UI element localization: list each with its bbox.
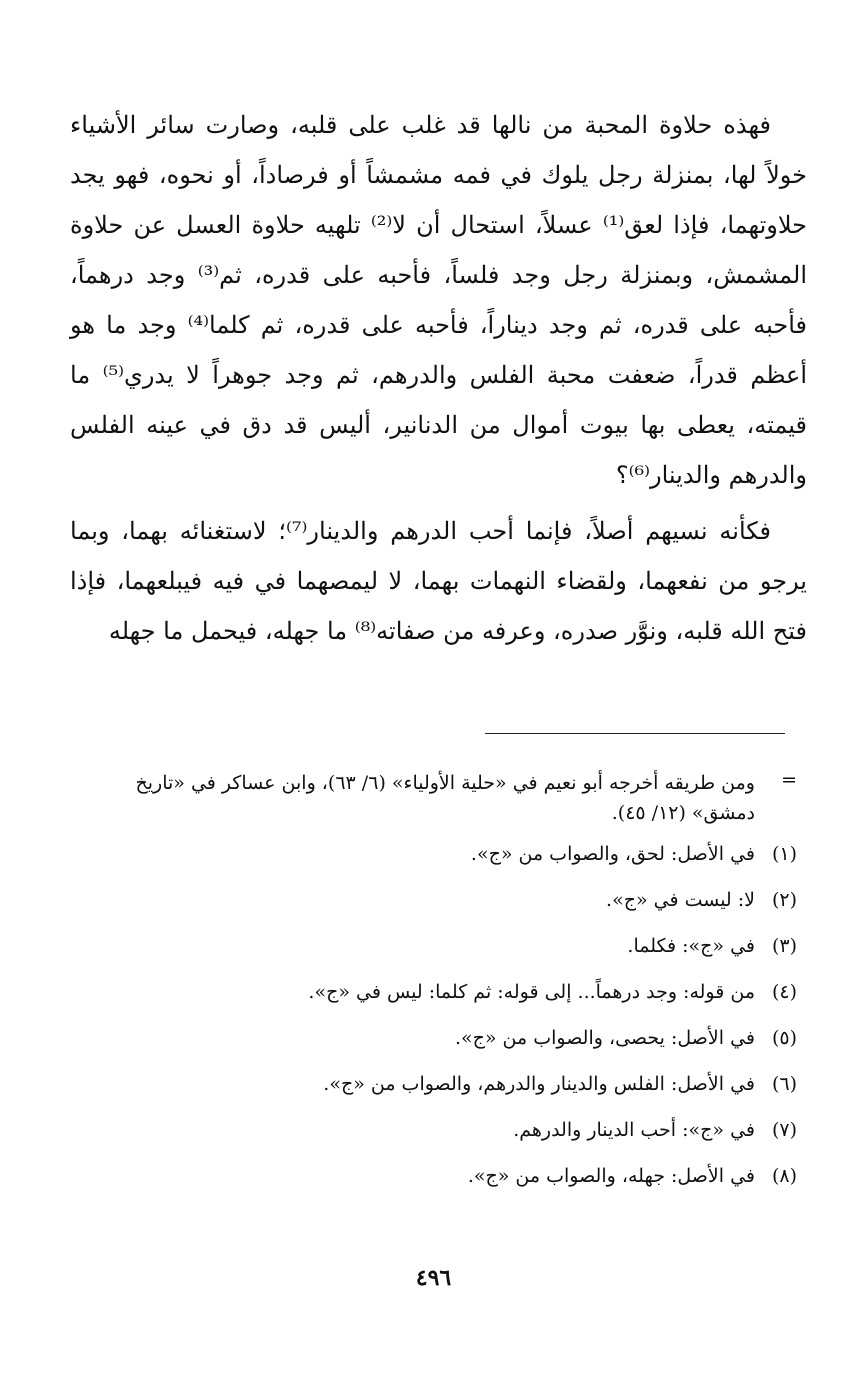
continuation-text: ومن طريقه أخرجه أبو نعيم في «حلية الأولياء» (٦/ ٦٣)، وابن عساكر في «تاريخ دمشق» (١٢/ ٤٥). — [135, 772, 755, 824]
footnote-5 — [70, 1026, 797, 1050]
footnote-8 — [70, 1164, 797, 1188]
paragraph-2: فكأنه نسيهم أصلاً، فإنما أحب الدرهم والدينار⁽⁷⁾؛ لاستغنائه بهما، وبما يرجو من نفعهما، ولقضاء النهمات بهما، لا ليمصهما في فيه فيبلعهما، فإذا فتح الله قلبه، ونوَّر صدره، وعرفه من صفاته⁽⁸⁾ ما جهله، فيحمل ما جهله — [70, 517, 807, 645]
footnote-number: (٢) — [771, 889, 797, 911]
footnotes — [70, 768, 797, 1210]
footnote-text: لا: ليست في «ج». — [606, 889, 755, 911]
footnote-4 — [70, 980, 797, 1004]
footnote-number: (٤) — [771, 981, 797, 1003]
footnote-separator — [485, 733, 785, 734]
footnote-3 — [70, 934, 797, 958]
page-number: ٤٩٦ — [415, 1265, 452, 1291]
footnote-number: (٨) — [771, 1165, 797, 1187]
paragraph-1: فهذه حلاوة المحبة من نالها قد غلب على قلبه، وصارت سائر الأشياء خولاً لها، بمنزلة رجل يلوك في فمه مشمشاً أو فرصاداً، أو نحوه، فهو يجد حلاوتهما، فإذا لعق⁽¹⁾ عسلاً، استحال أن لا⁽²⁾ تلهيه حلاوة العسل عن حلاوة المشمش، وبمنزلة رجل وجد فلساً، فأحبه على قدره، ثم⁽³⁾ وجد درهماً، فأحبه على قدره، ثم وجد ديناراً، فأحبه على قدره، ثم كلما⁽⁴⁾ وجد ما هو أعظم قدراً، ضعفت محبة الفلس والدرهم، ثم وجد جوهراً لا يدري⁽⁵⁾ ما قيمته، يعطى بها بيوت أموال من الدنانير، أليس قد دق في عينه الفلس والدرهم والدينار⁽⁶⁾؟ — [70, 111, 808, 489]
main-text — [70, 100, 807, 662]
footnote-number: (٣) — [771, 935, 797, 957]
footnote-7 — [70, 1118, 797, 1142]
footnote-continuation — [70, 768, 797, 828]
footnote-1 — [70, 842, 797, 866]
footnote-text: في «ج»: أحب الدينار والدرهم. — [513, 1119, 755, 1141]
footnote-text: في «ج»: فكلما. — [627, 935, 755, 957]
footnote-text: في الأصل: يحصى، والصواب من «ج». — [454, 1027, 755, 1049]
footnote-number: (٥) — [771, 1027, 797, 1049]
footnote-2 — [70, 888, 797, 912]
footnote-6 — [70, 1072, 797, 1096]
footnote-text: في الأصل: جهله، والصواب من «ج». — [467, 1165, 755, 1187]
continuation-marker: = — [781, 769, 797, 791]
footnote-text: من قوله: وجد درهماً... إلى قوله: ثم كلما: ليس في «ج». — [308, 981, 755, 1003]
footnote-number: (١) — [771, 843, 797, 865]
footnote-number: (٦) — [771, 1073, 797, 1095]
footnote-number: (٧) — [771, 1119, 797, 1141]
footnote-text: في الأصل: لحق، والصواب من «ج». — [470, 843, 755, 865]
footnote-text: في الأصل: الفلس والدينار والدرهم، والصواب من «ج». — [323, 1073, 755, 1095]
